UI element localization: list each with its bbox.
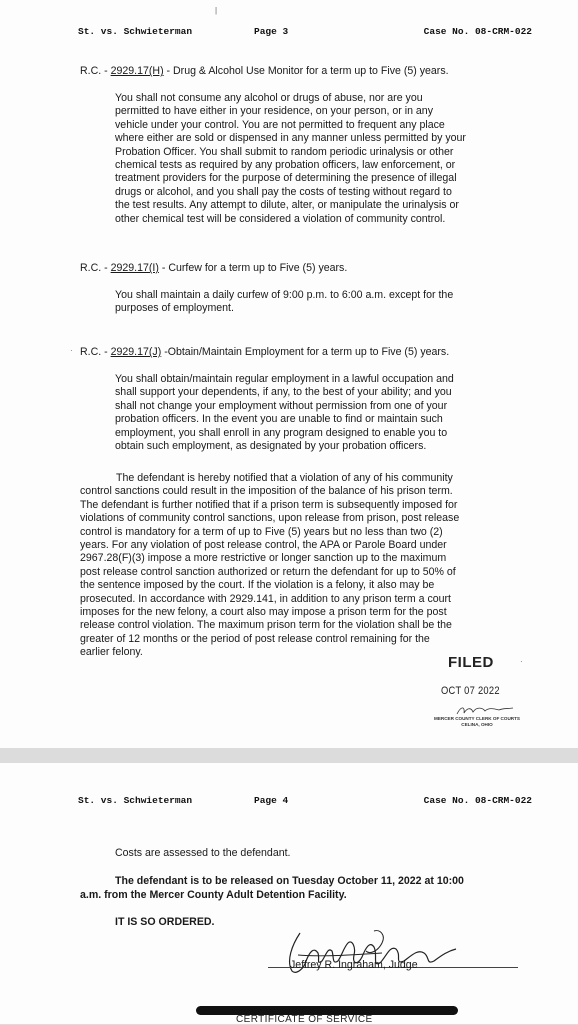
body-line: employment, you shall enroll in any program designed to enable you to [115,426,448,439]
notice-line: control is mandatory for a term of up to Five (5) years but no less than two (2) [80,525,443,538]
body-line: You shall maintain a daily curfew of 9:00 p.m. to 6:00 a.m. except for the [115,289,454,301]
release-line-1: The defendant is to be released on Tuesday October 11, 2022 at 10:00 [115,875,464,887]
header-page-number: Page 4 [254,795,289,806]
header-case-number: Case No. 08-CRM-022 [423,795,532,806]
notice-line: 2967.28(F)(3) impose a more restrictive or longer sanction up to the maximum [80,552,447,565]
certificate-heading: CERTIFICATE OF SERVICE [236,1014,373,1025]
filed-stamp: FILED [448,654,494,671]
section-heading-h [80,65,449,77]
notice-line: prosecuted. In accordance with 2929.141, in addition to any prison term a court [80,592,452,605]
section-body-i [115,289,531,316]
notice-line: years. For any violation of post release control, the APA or Parole Board under [80,539,447,552]
notice-line: control sanctions could result in the imposition of the balance of his prison term. [80,485,453,498]
body-line: purposes of employment. [115,302,234,315]
section-prefix: R.C. - [80,65,111,77]
body-line: You shall not consume any alcohol or drugs of abuse, nor are you [115,92,423,104]
costs-line: Costs are assessed to the defendant. [115,847,291,859]
notice-line: release control violation. The maximum prison term for the violation shall be the [80,619,452,632]
section-title: - Curfew for a term up to Five (5) years. [158,262,348,274]
body-line: You shall obtain/maintain regular employment in a lawful occupation and [115,373,454,385]
notice-line: earlier felony. [80,646,143,659]
notice-line: The defendant is hereby notified that a violation of any of his community [116,472,453,484]
body-line: obtain such employment, as designated by your probation officers. [115,440,427,453]
notice-line: imposes for the new felony, a court also may impose a prison term for the post [80,606,447,619]
section-prefix: R.C. - [80,262,111,274]
so-ordered: IT IS SO ORDERED. [115,916,215,928]
section-title: - Drug & Alcohol Use Monitor for a term up to Five (5) years. [163,65,449,77]
clerk-stamp [422,716,532,728]
page-mark: | [215,6,218,15]
header-case-number: Case No. 08-CRM-022 [423,26,532,37]
body-line: vehicle under your control. You are not permitted to frequent any place [115,118,445,131]
header-case-title: St. vs. Schwieterman [78,795,193,806]
notice-line: post release control sanction authorized or return the defendant for up to 50% of [80,565,456,578]
body-line: where either are sold or dispensed in any manner unless permitted by your [115,132,466,145]
body-line: the test results. Any attempt to dilute, alter, or manipulate the urinalysis or [115,199,459,212]
notice-line: violations of community control sanctions, upon release from prison, post release [80,512,460,525]
notice-line: greater of 12 months or the period of post release control remaining for the [80,632,430,645]
body-line: probation officers. In the event you are unable to find or maintain such [115,413,443,426]
section-heading-j [80,346,449,358]
section-title: -Obtain/Maintain Employment for a term up to Five (5) years. [161,346,450,358]
body-line: chemical tests as required by any probation officers, law enforcement, or [115,159,456,172]
section-heading-i [80,262,347,274]
section-body-h [115,92,531,226]
section-code: 2929.17(J) [110,346,162,358]
notice-line: The defendant is further notified that if a prison term is subsequently imposed for [80,498,458,511]
body-line: shall not change your employment without permission from one of your [115,399,448,412]
header-page-number: Page 3 [254,26,289,37]
body-line: permitted to have either in your residence, on your person, or in any [115,105,433,118]
body-line: Probation Officer. You shall submit to random periodic urinalysis or other [115,145,454,158]
notice-paragraph [80,472,532,660]
notice-line: the sentence imposed by the court. If the violation is a felony, it also may be [80,579,435,592]
filed-date: OCT 07 2022 [441,685,500,697]
body-line: other chemical test will be considered a violation of community control. [115,212,446,225]
body-line: drugs or alcohol, and you shall pay the costs of testing without regard to [115,185,452,198]
margin-dot: · [520,657,523,666]
clerk-line: MERCER COUNTY CLERK OF COURTS [434,716,520,721]
release-line-2: a.m. from the Mercer County Adult Detention Facility. [80,889,347,901]
judge-name: Jeffrey R. Ingraham, Judge [290,959,418,971]
margin-dot: · [70,346,73,355]
section-prefix: R.C. - [80,346,111,358]
header-case-title: St. vs. Schwieterman [78,26,193,37]
section-code: 2929.17(I) [110,262,159,274]
body-line: treatment providers for the purpose of determining the presence of illegal [115,172,457,185]
body-line: shall support your dependents, if any, to the best of your ability; and you [115,386,452,399]
section-body-j [115,373,531,453]
section-code: 2929.17(H) [110,65,164,77]
clerk-line: CELINA, OHIO [461,722,493,727]
